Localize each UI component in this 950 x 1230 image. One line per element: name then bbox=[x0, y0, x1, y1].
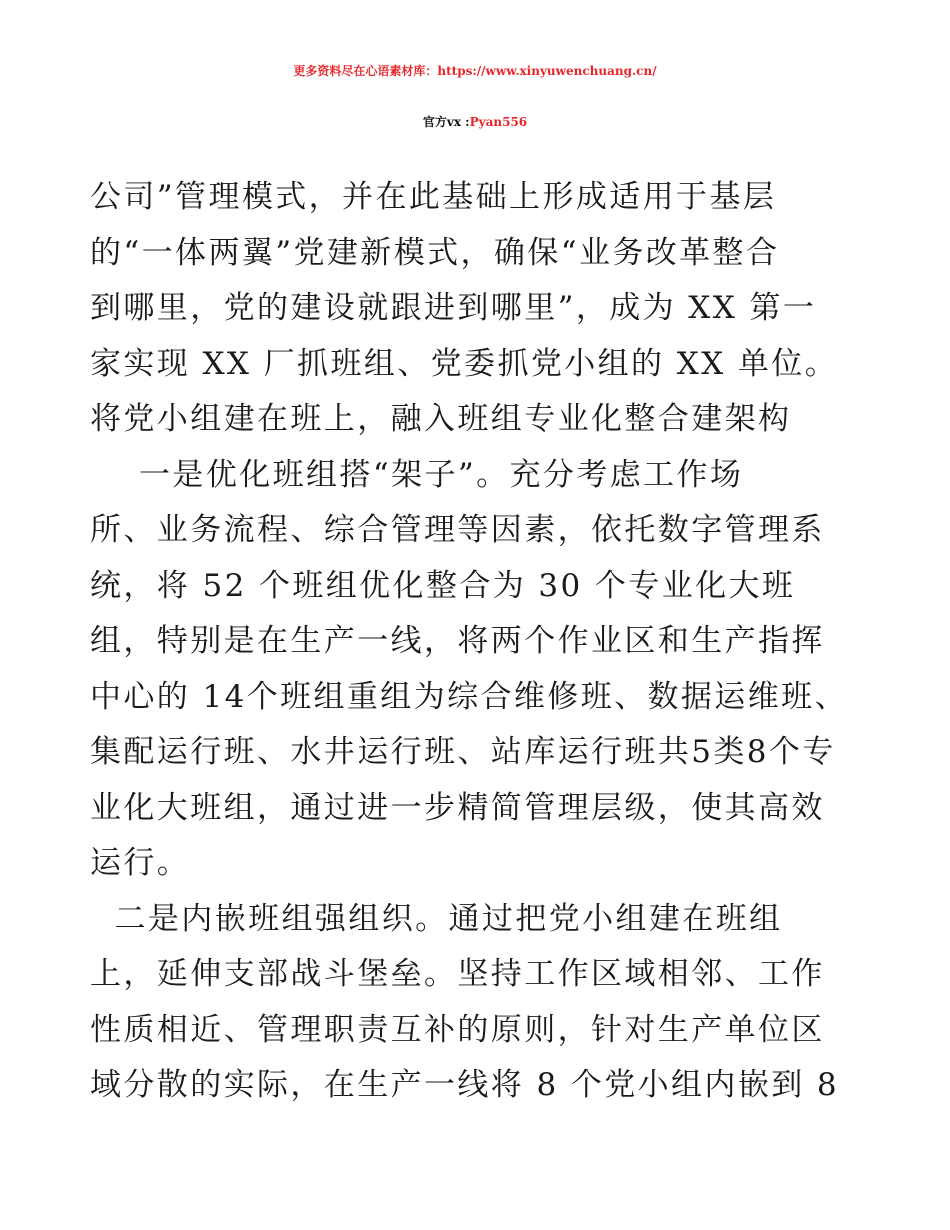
text-line-9: 组，特别是在生产一线，将两个作业区和生产指挥 bbox=[90, 623, 825, 659]
promo-header bbox=[0, 62, 950, 79]
text-line-8: 统，将 52 个班组优化整合为 30 个专业化大班 bbox=[90, 567, 796, 604]
promo-text: 更多资料尽在心语素材库： bbox=[293, 64, 438, 78]
text-line-13: 运行。 bbox=[90, 845, 191, 881]
text-line-12: 业化大班组，通过进一步精简管理层级，使其高效 bbox=[90, 789, 825, 826]
text-line-14: 二是内嵌班组强组织。通过把党小组建在班组 bbox=[90, 900, 783, 937]
text-line-2: 的“一体两翼”党建新模式，确保“业务改革整合 bbox=[90, 234, 780, 271]
text-line-6: 一是优化班组搭“架子”。充分考虑工作场 bbox=[90, 456, 744, 493]
text-line-10: 中心的 14个班组重组为综合维修班、数据运维班、 bbox=[90, 678, 848, 715]
text-line-15: 上，延伸支部战斗堡垒。坚持工作区域相邻、工作 bbox=[90, 956, 825, 992]
text-line-7: 所、业务流程、综合管理等因素，依托数字管理系 bbox=[90, 512, 825, 548]
vx-header bbox=[0, 113, 950, 130]
vx-label: 官方vx : bbox=[422, 115, 470, 129]
text-line-5: 将党小组建在班上，融入班组专业化整合建架构 bbox=[90, 401, 792, 437]
text-line-4: 家实现 XX 厂抓班组、党委抓党小组的 XX 单位。 bbox=[90, 345, 839, 382]
text-line-3: 到哪里，党的建设就跟进到哪里”，成为 XX 第一 bbox=[90, 290, 817, 326]
text-line-1: 公司”管理模式，并在此基础上形成适用于基层 bbox=[90, 179, 777, 215]
text-line-16: 性质相近、管理职责互补的原则，针对生产单位区 bbox=[90, 1011, 825, 1048]
vx-id: Pyan556 bbox=[469, 115, 528, 129]
promo-url-link[interactable]: https://www.xinyuwenchuang.cn/ bbox=[437, 64, 657, 78]
text-line-17: 域分散的实际，在生产一线将 8 个党小组内嵌到 8 bbox=[90, 1067, 840, 1103]
body-text bbox=[90, 170, 890, 1114]
text-line-11: 集配运行班、水井运行班、站库运行班共5类8个专 bbox=[90, 734, 836, 770]
